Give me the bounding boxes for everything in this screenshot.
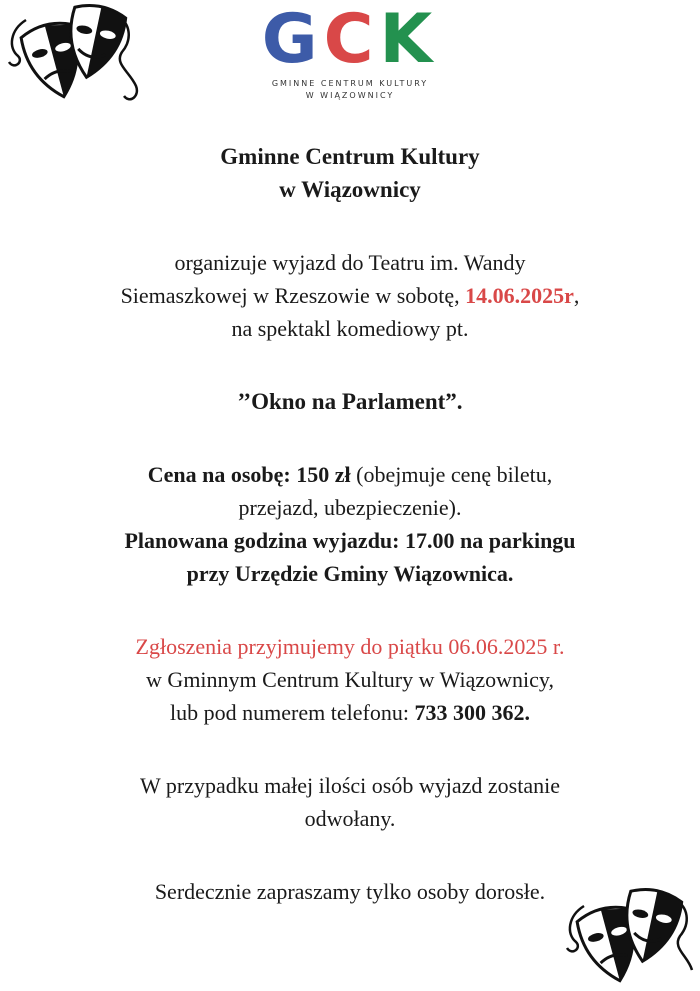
intro-line1: organizuje wyjazd do Teatru im. Wandy [174, 250, 526, 275]
notice-line1: W przypadku małej ilości osób wyjazd zostanie [140, 773, 560, 798]
logo-letters [0, 2, 700, 78]
logo-letter-g: G [261, 0, 324, 79]
logo-letter-c: C [323, 0, 380, 79]
registration-line3 [60, 696, 640, 729]
closing-line: Serdecznie zapraszamy tylko osoby dorosłe. [154, 879, 546, 904]
intro-line2 [60, 279, 640, 312]
logo-letter-k: K [379, 0, 439, 79]
logo-subtitle-line1: GMINNE CENTRUM KULTURY [271, 79, 429, 88]
announcement-body [60, 140, 640, 908]
intro-line2-suffix: , [573, 283, 580, 308]
registration-line1: Zgłoszenia przyjmujemy do piątku 06.06.2025 r. [135, 634, 565, 659]
notice-line2: odwołany. [304, 806, 396, 831]
gck-logo [0, 0, 700, 102]
price-note-line1: (obejmuje cenę biletu, [350, 462, 553, 487]
registration-line3-prefix: lub pod numerem telefonu: [170, 700, 415, 725]
departure-line1: Planowana godzina wyjazdu: 17.00 na parkingu [124, 528, 576, 553]
price-label: Cena na osobę: 150 zł [147, 462, 351, 487]
departure-line2: przy Urzędzie Gminy Wiązownica. [186, 561, 514, 586]
registration-line2: w Gminnym Centrum Kultury w Wiązownicy, [146, 667, 554, 692]
event-date: 14.06.2025r [465, 283, 574, 308]
header-line2: w Wiązownicy [279, 177, 421, 202]
price-line1 [60, 458, 640, 491]
header-line1: Gminne Centrum Kultury [220, 144, 480, 169]
show-title: ’’Okno na Parlament”. [237, 389, 463, 414]
phone-number: 733 300 362. [414, 700, 530, 725]
intro-line2-prefix: Siemaszkowej w Rzeszowie w sobotę, [120, 283, 466, 308]
theater-masks-icon [562, 880, 697, 990]
price-note-line2: przejazd, ubezpieczenie). [238, 495, 462, 520]
logo-subtitle-line2: W WIĄZOWNICY [305, 91, 395, 100]
intro-line3: na spektakl komediowy pt. [231, 316, 469, 341]
